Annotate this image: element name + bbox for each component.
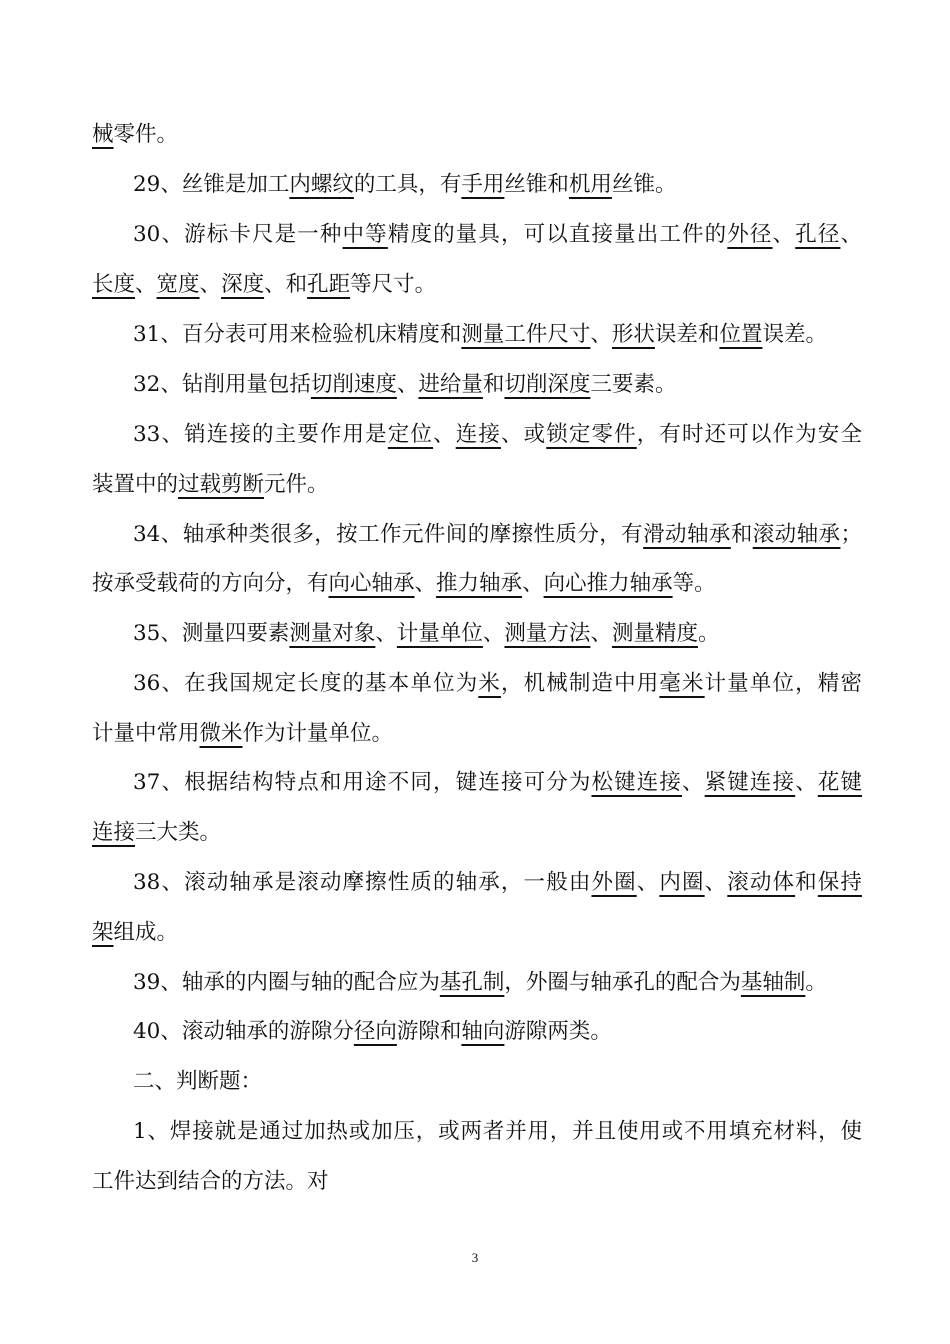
- text-segment: 。: [805, 970, 827, 995]
- text-segment: 、: [840, 222, 862, 247]
- text-segment: 和: [730, 522, 753, 547]
- answer-blank: 内圈: [659, 870, 705, 895]
- text-segment: 31、百分表可用来检验机床精度和: [133, 322, 462, 347]
- answer-blank: 外圈: [591, 870, 637, 895]
- answer-blank: 形状: [611, 322, 655, 347]
- text-segment: 、和: [264, 272, 308, 297]
- text-line: [92, 1162, 862, 1202]
- text-segment: 丝锥。: [611, 172, 677, 197]
- text-line: [92, 115, 862, 155]
- text-segment: 40、滚动轴承的游隙分: [133, 1019, 354, 1044]
- answer-blank: 进给量: [418, 372, 483, 397]
- text-segment: 39、轴承的内圈与轴的配合应为: [133, 970, 440, 995]
- text-segment: 、: [414, 571, 437, 596]
- text-line: [133, 614, 862, 654]
- text-segment: 计量单位，精密: [704, 671, 862, 696]
- text-line: [92, 714, 862, 754]
- text-segment: 、: [375, 621, 397, 646]
- text-segment: 36、在我国规定长度的基本单位为: [133, 671, 479, 696]
- answer-blank: 连接: [92, 820, 136, 845]
- text-line: [133, 1062, 862, 1102]
- answer-blank: 推力轴承: [436, 571, 523, 596]
- text-segment: 按承受载荷的方向分，有: [92, 571, 329, 596]
- answer-blank: 紧键连接: [704, 770, 796, 795]
- text-line: [133, 963, 862, 1003]
- text-segment: 丝锥和: [504, 172, 569, 197]
- answer-blank: 深度: [221, 272, 265, 297]
- text-line: [92, 813, 862, 853]
- text-segment: 、: [704, 870, 728, 895]
- answer-blank: 内螺纹: [289, 172, 354, 197]
- text-segment: 元件。: [264, 472, 329, 497]
- text-segment: 等尺寸。: [350, 272, 437, 297]
- text-line: [133, 1112, 862, 1152]
- text-segment: 和: [482, 372, 505, 397]
- text-segment: 、: [199, 272, 222, 297]
- answer-blank: 宽度: [156, 272, 200, 297]
- text-segment: 37、根据结构特点和用途不同，键连接可分为: [133, 770, 592, 795]
- answer-blank: 位置: [719, 322, 763, 347]
- text-segment: 、或: [500, 422, 547, 447]
- answer-blank: 测量精度: [611, 621, 698, 646]
- text-segment: 、: [795, 770, 818, 795]
- answer-blank: 滚动轴承: [752, 522, 841, 547]
- text-line: [133, 863, 862, 903]
- answer-blank: 测量方法: [504, 621, 591, 646]
- text-segment: 、: [482, 621, 505, 646]
- text-segment: 计量中常用: [92, 721, 200, 746]
- text-segment: 38、滚动轴承是滚动摩擦性质的轴承，一般由: [133, 870, 592, 895]
- text-segment: 、: [135, 272, 157, 297]
- text-line: [92, 564, 862, 604]
- answer-blank: 械: [92, 122, 114, 147]
- text-segment: 和: [795, 870, 818, 895]
- answer-blank: 滚动体: [727, 870, 796, 895]
- answer-blank: 切削深度: [504, 372, 591, 397]
- text-segment: 游隙两类。: [504, 1019, 612, 1044]
- text-segment: 35、测量四要素: [133, 621, 290, 646]
- text-segment: 、: [590, 322, 612, 347]
- text-segment: ，外圈与轴承孔的配合为: [504, 970, 741, 995]
- text-segment: 二、判断题：: [133, 1069, 263, 1094]
- text-segment: ，机械制造中用: [500, 671, 660, 696]
- answer-blank: 外径: [727, 222, 773, 247]
- text-segment: 游隙和: [396, 1019, 462, 1044]
- answer-blank: 松键连接: [591, 770, 683, 795]
- answer-blank: 向心轴承: [328, 571, 415, 596]
- text-segment: ；: [840, 522, 862, 547]
- text-line: [133, 315, 862, 355]
- text-line: [92, 265, 862, 305]
- text-line: [133, 215, 862, 255]
- answer-blank: 孔径: [795, 222, 841, 247]
- answer-blank: 机用: [568, 172, 612, 197]
- text-line: [133, 365, 862, 405]
- text-line: [92, 913, 862, 953]
- text-segment: 三要素。: [590, 372, 677, 397]
- text-segment: 、: [433, 422, 456, 447]
- text-line: [92, 465, 862, 505]
- answer-blank: 微米: [199, 721, 243, 746]
- answer-blank: 滑动轴承: [643, 522, 731, 547]
- text-line: [133, 664, 862, 704]
- text-segment: 、: [590, 621, 612, 646]
- answer-blank: 长度: [92, 272, 136, 297]
- text-segment: ，有时还可以作为安全: [636, 422, 862, 447]
- answer-blank: 切削速度: [310, 372, 397, 397]
- answer-blank: 径向: [353, 1019, 397, 1044]
- answer-blank: 连接: [455, 422, 501, 447]
- text-segment: 。: [697, 621, 720, 646]
- answer-blank: 基轴制: [740, 970, 806, 995]
- text-segment: 、: [396, 372, 419, 397]
- text-segment: 组成。: [113, 920, 179, 945]
- answer-blank: 米: [478, 671, 501, 696]
- text-segment: 、: [772, 222, 796, 247]
- answer-blank: 锁定零件: [546, 422, 637, 447]
- text-segment: 的工具，有: [353, 172, 462, 197]
- answer-blank: 过载剪断: [178, 472, 265, 497]
- answer-blank: 定位: [387, 422, 434, 447]
- text-line: [133, 165, 862, 205]
- text-segment: 29、丝锥是加工: [133, 172, 290, 197]
- answer-blank: 测量对象: [289, 621, 376, 646]
- text-segment: 、: [522, 571, 544, 596]
- text-segment: 工件达到结合的方法。对: [92, 1169, 329, 1194]
- text-segment: 三大类。: [135, 820, 222, 845]
- text-segment: 装置中的: [92, 472, 179, 497]
- page-number: 3: [471, 1250, 479, 1265]
- text-segment: 30、游标卡尺是一种: [133, 222, 343, 247]
- answer-blank: 计量单位: [396, 621, 483, 646]
- text-line: [133, 1012, 862, 1052]
- answer-blank: 孔距: [307, 272, 351, 297]
- answer-blank: 手用: [461, 172, 505, 197]
- text-segment: 、: [682, 770, 705, 795]
- text-segment: 误差。: [762, 322, 827, 347]
- answer-blank: 向心推力轴承: [543, 571, 673, 596]
- answer-blank: 测量工件尺寸: [461, 322, 591, 347]
- answer-blank: 保持: [817, 870, 862, 895]
- answer-blank: 轴向: [461, 1019, 505, 1044]
- text-segment: 、: [636, 870, 660, 895]
- text-segment: 等。: [672, 571, 716, 596]
- text-line: [133, 763, 862, 803]
- answer-blank: 中等: [342, 222, 388, 247]
- answer-blank: 毫米: [659, 671, 705, 696]
- text-segment: 零件。: [113, 122, 179, 147]
- text-line: [133, 515, 862, 555]
- text-line: [133, 415, 862, 455]
- answer-blank: 基孔制: [439, 970, 505, 995]
- answer-blank: 架: [92, 920, 114, 945]
- answer-blank: 花键: [817, 770, 862, 795]
- text-segment: 精度的量具，可以直接量出工件的: [387, 222, 728, 247]
- text-segment: 误差和: [654, 322, 720, 347]
- text-segment: 1、焊接就是通过加热或加压，或两者并用，并且使用或不用填充材料，使: [133, 1119, 862, 1144]
- text-segment: 作为计量单位。: [242, 721, 394, 746]
- text-segment: 33、销连接的主要作用是: [133, 422, 388, 447]
- text-segment: 34、轴承种类很多，按工作元件间的摩擦性质分，有: [133, 522, 644, 547]
- text-segment: 32、钻削用量包括: [133, 372, 311, 397]
